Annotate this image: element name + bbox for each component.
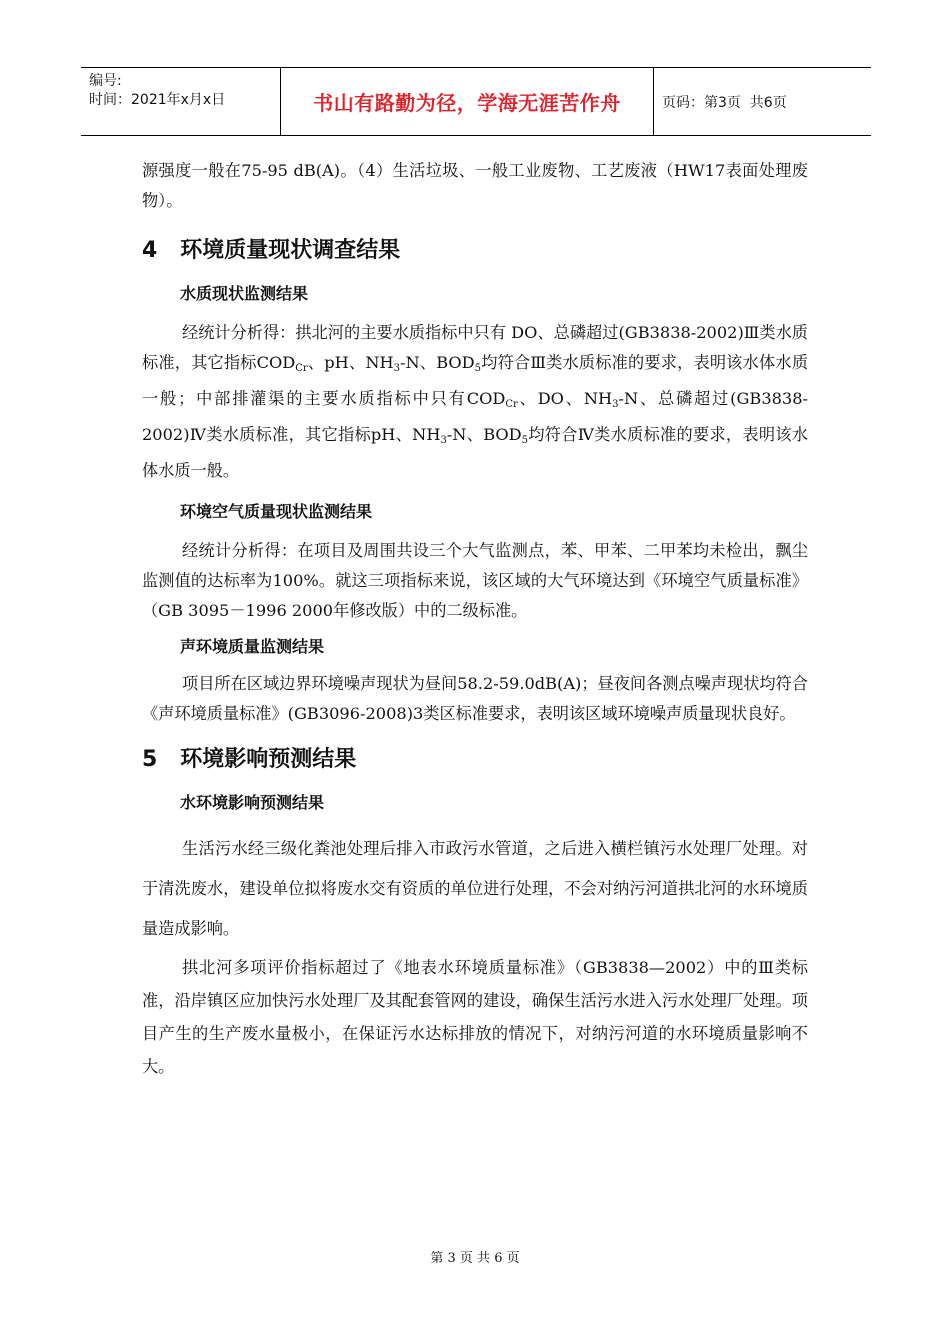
section-5-title: 5 环境影响预测结果 (142, 747, 357, 772)
section-4-title: 4 环境质量现状调查结果 (142, 238, 401, 263)
water-impact-paragraph-2: 拱北河多项评价指标超过了《地表水环境质量标准》（GB3838—2002）中的Ⅲ类标准，沿岸镇区应加快污水处理厂及其配套管网的建设，确保生活污水进入污水处理厂处理。项目产生的生产废水量极小，在保证污水达标排放的情况下，对纳污河道的水环境质量影响不大。 (142, 958, 808, 1076)
header-motto: 书山有路勤为径，学海无涯苦作舟 (281, 68, 654, 135)
page-header (81, 67, 871, 136)
header-page (654, 68, 871, 135)
document-body (142, 156, 808, 1083)
header-meta (81, 68, 281, 135)
time-label: 时间：2021年x月x日 (89, 92, 226, 108)
water-quality-heading: 水质现状监测结果 (180, 284, 309, 303)
noise-paragraph: 项目所在区域边界环境噪声现状为昼间58.2-59.0dB(A)；昼夜间各测点噪声现状均符合《声环境质量标准》(GB3096-2008)3类区标准要求，表明该区域环境噪声质量现状良好。 (142, 674, 808, 723)
intro-paragraph: 源强度一般在75-95 dB(A)。（4）生活垃圾、一般工业废物、工艺废液（HW17表面处理废物）。 (142, 161, 808, 210)
water-impact-heading: 水环境影响预测结果 (180, 793, 325, 812)
noise-heading: 声环境质量监测结果 (180, 637, 325, 656)
air-quality-heading: 环境空气质量现状监测结果 (180, 502, 373, 521)
page-label: 页码：第3页 共6页 (662, 94, 787, 111)
water-quality-paragraph: 经统计分析得：拱北河的主要水质指标中只有 DO、总磷超过(GB3838-2002)Ⅲ类水质标准，其它指标$COD_{Cr}$、pH、$NH_3-N$、$BOD_5$均符合Ⅲ类水质标准的要求，表明该水体水质一般；中部排灌渠的主要水质指标中只有$COD_{Cr}$、DO、$NH_3-N$、总磷超过(GB3838-2002)Ⅳ类水质标准，其它指标pH、$NH_3-N$、$BOD_5$均符合Ⅳ类水质标准的要求，表明该水体水质一般。 (142, 323, 809, 480)
serial-label: 编号: (89, 73, 122, 89)
page-footer: 第 3 页 共 6 页 (430, 1251, 520, 1266)
water-impact-paragraph-1: 生活污水经三级化粪池处理后排入市政污水管道，之后进入横栏镇污水处理厂处理。对于清洗废水，建设单位拟将废水交有资质的单位进行处理，不会对纳污河道拱北河的水环境质量造成影响。 (142, 839, 808, 938)
air-quality-paragraph: 经统计分析得：在项目及周围共设三个大气监测点，苯、甲苯、二甲苯均未检出，飘尘监测值的达标率为100%。就这三项指标来说，该区域的大气环境达到《环境空气质量标准》（GB 3095－1996 2000年修改版）中的二级标准。 (142, 541, 808, 620)
